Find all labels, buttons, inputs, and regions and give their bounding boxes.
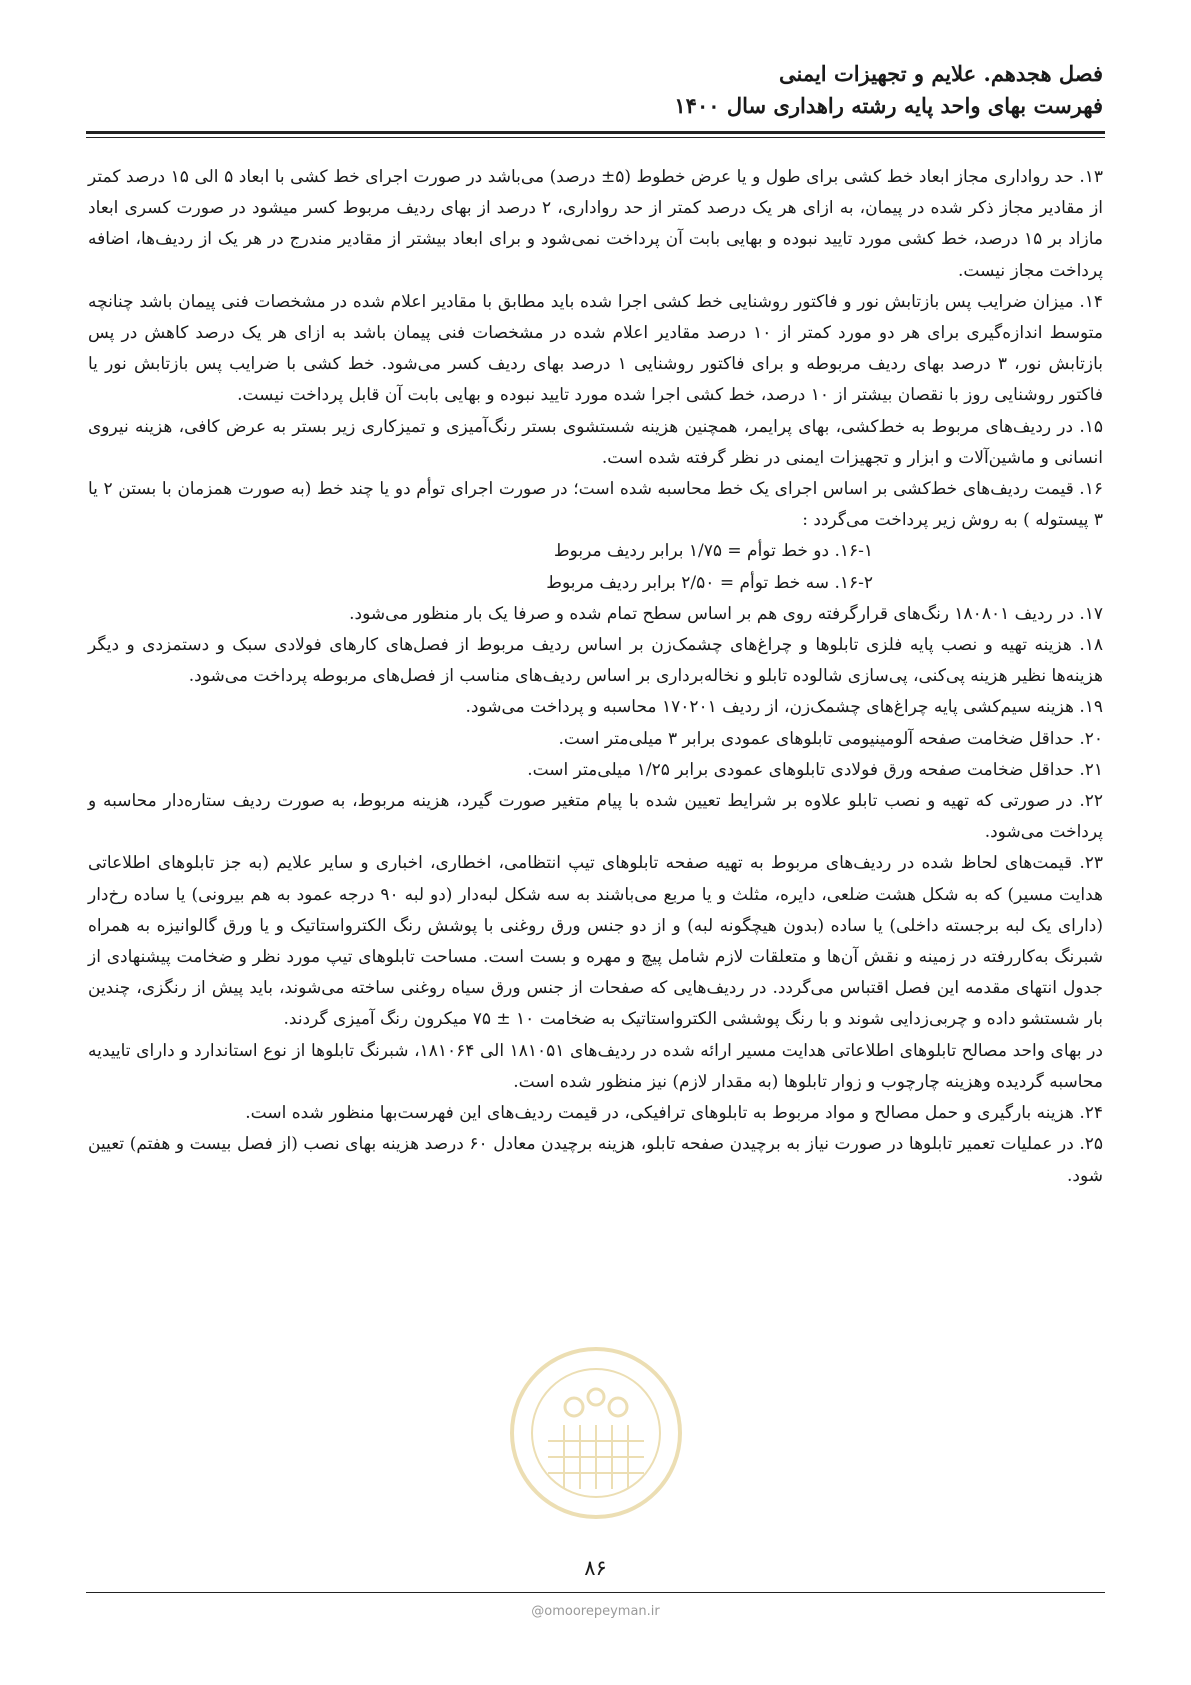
header-rule-thick (86, 131, 1105, 134)
chapter-title: فصل هجدهم. علایم و تجهیزات ایمنی (778, 61, 1103, 86)
paragraph-23-continued: در بهای واحد مصالح تابلوهای اطلاعاتی هدایت مسیر ارائه شده در ردیف‌های ۱۸۱۰۵۱ الی ۱۸۱۰۶۴، شبرنگ تابلوها از نوع استاندارد و دارای تاییدیه محاسبه گردیده وهزینه چارچوب و زوار تابلوها (به مقدار لازم) نیز منظور شده است. (88, 1040, 1103, 1092)
paragraph-19: ۱۹. هزینه سیم‌کشی پایه چراغ‌های چشمک‌زن، از ردیف ۱۷۰۲۰۱ محاسبه و پرداخت می‌شود. (465, 697, 1103, 718)
paragraph-25: ۲۵. در عملیات تعمیر تابلوها در صورت نیاز به برچیدن صفحه تابلو، هزینه برچیدن معادل ۶۰ درصد هزینه بهای نصب (از فصل بیست و هفتم) تعیین شود. (88, 1134, 1103, 1186)
page-number: ۸۶ (584, 1556, 607, 1580)
paragraph-15: ۱۵. در ردیف‌های مربوط به خط‌کشی، بهای پرایمر، همچنین هزینه شستشوی بستر رنگ‌آمیزی و تمیزکاری زیر بستر به عرض کافی، هزینه نیروی انسانی و ماشین‌آلات و ابزار و تجهیزات ایمنی در نظر گرفته شده است. (88, 416, 1103, 468)
paragraph-24: ۲۴. هزینه بارگیری و حمل مصالح و مواد مربوط به تابلوهای ترافیکی، در قیمت ردیف‌های این فهرست‌بها منظور شده است. (245, 1103, 1103, 1124)
paragraph-16-1: ۱۶-۱. دو خط توأم = ۱/۷۵ برابر ردیف مربوط (553, 541, 873, 562)
paragraph-23: ۲۳. قیمت‌های لحاظ شده در ردیف‌های مربوط به تهیه صفحه تابلوهای تیپ انتظامی، اخطاری، اخباری و سایر علایم (به جز تابلوهای اطلاعاتی هدایت مسیر) که به شکل هشت ضلعی، دایره، مثلث و یا مربع می‌باشند به سه شکل لبه‌دار (دو لبه ۹۰ درجه عمود به هم بیرونی) یا ساده رخ‌دار (دارای یک لبه برجسته داخلی) یا ساده (بدون هیچگونه لبه) و از دو جنس ورق روغنی با پوشش رنگ الکترواستاتیک و یا ورق گالوانیزه به همراه شبرنگ به‌کاررفته در زمینه و نقش آن‌ها و متعلقات لازم شامل پیچ و مهره و بست است. مساحت تابلوهای تیپ مورد نظر و ضخامت پیشنهادی از جدول انتهای مقدمه این فصل اقتباس می‌گردد. در ردیف‌هایی که صفحات از جنس ورق سیاه روغنی ساخته می‌شوند، باید پیش از رنگزی، چندین بار شستشو داده و چربی‌زدایی شوند و با رنگ پوششی الکترواستاتیک به ضخامت ۱۰ ± ۷۵ میکرون رنگ آمیزی گردند. (88, 853, 1103, 1030)
header-rule-thin (86, 137, 1105, 138)
paragraph-16: ۱۶. قیمت ردیف‌های خط‌کشی بر اساس اجرای یک خط محاسبه شده است؛ در صورت اجرای توأم دو یا چند خط (به صورت همزمان با بستن ۲ یا ۳ پیستوله ) به روش زیر پرداخت می‌گردد : (88, 479, 1103, 531)
paragraph-18: ۱۸. هزینه تهیه و نصب پایه فلزی تابلوها و چراغ‌های چشمک‌زن بر اساس ردیف مربوط از فصل‌های کارهای فولادی سبک و دستمزدی و دیگر هزینه‌ها نظیر هزینه پی‌کنی، پی‌سازی شالوده تابلو و نخاله‌برداری بر اساس ردیف‌های مناسب از فصل‌های مربوطه پرداخت می‌شود. (88, 635, 1103, 687)
paragraph-13: ۱۳. حد رواداری مجاز ابعاد خط کشی برای طول و یا عرض خطوط (۵± درصد) می‌باشد در صورت اجرای خط کشی با ابعاد ۵ الی ۱۵ درصد کمتر از مقادیر مجاز ذکر شده در پیمان، به ازای هر یک درصد کمتر از حد رواداری، ۲ درصد از بهای ردیف مربوط کسر میشود در صورت کسری ابعاد مازاد بر ۱۵ درصد، خط کشی مورد تایید نبوده و بهایی بابت آن پرداخت نمی‌شود و برای ابعاد بیشتر از مقادیر مندرج در هر یک از ردیف‌ها، اضافه پرداخت مجاز نیست. (88, 167, 1104, 281)
paragraph-17: ۱۷. در ردیف ۱۸۰۸۰۱ رنگ‌های قرارگرفته روی هم بر اساس سطح تمام شده و صرفا یک بار منظور می‌شود. (349, 603, 1103, 624)
paragraph-16-2: ۱۶-۲. سه خط توأم = ۲/۵۰ برابر ردیف مربوط (546, 572, 873, 593)
watermark-seal-icon (508, 1345, 684, 1521)
paragraph-20: ۲۰. حداقل ضخامت صفحه آلومینیومی تابلوهای عمودی برابر ۳ میلی‌متر است. (558, 728, 1103, 749)
page-header (103, 58, 1103, 122)
paragraph-22: ۲۲. در صورتی که تهیه و نصب تابلو علاوه بر شرایط تعیین شده با پیام متغیر صورت گیرد، هزینه مربوط، به صورت ردیف ستاره‌دار محاسبه و پرداخت می‌شود. (88, 791, 1103, 843)
body-text (88, 162, 1103, 1192)
price-list-subtitle: فهرست بهای واحد پایه رشته راهداری سال ۱۴۰۰ (674, 93, 1103, 118)
footer-rule (86, 1592, 1105, 1593)
paragraph-21: ۲۱. حداقل ضخامت صفحه ورق فولادی تابلوهای عمودی برابر ۱/۲۵ میلی‌متر است. (527, 759, 1103, 780)
paragraph-14: ۱۴. میزان ضرایب پس بازتابش نور و فاکتور روشنایی خط کشی اجرا شده باید مطابق با مقادیر اعلام شده در مشخصات فنی پیمان باشد چنانچه متوسط اندازه‌گیری برای هر دو مورد کمتر از ۱۰ درصد مقادیر اعلام شده در مشخصات فنی پیمان باشد به ازای هر یک درصد کاهش در پس بازتابش نور، ۳ درصد بهای ردیف مربوطه و برای فاکتور روشنایی ۱ درصد بهای ردیف کسر می‌شود. خط کشی با ضرایب پس بازتابش نور یا فاکتور روشنایی روز با نقصان بیشتر از ۱۰ درصد، خط کشی اجرا شده مورد تایید نبوده و بهایی بابت آن قابل پرداخت نیست. (88, 291, 1103, 406)
site-watermark-text: @omoorepeyman.ir (531, 1604, 660, 1619)
